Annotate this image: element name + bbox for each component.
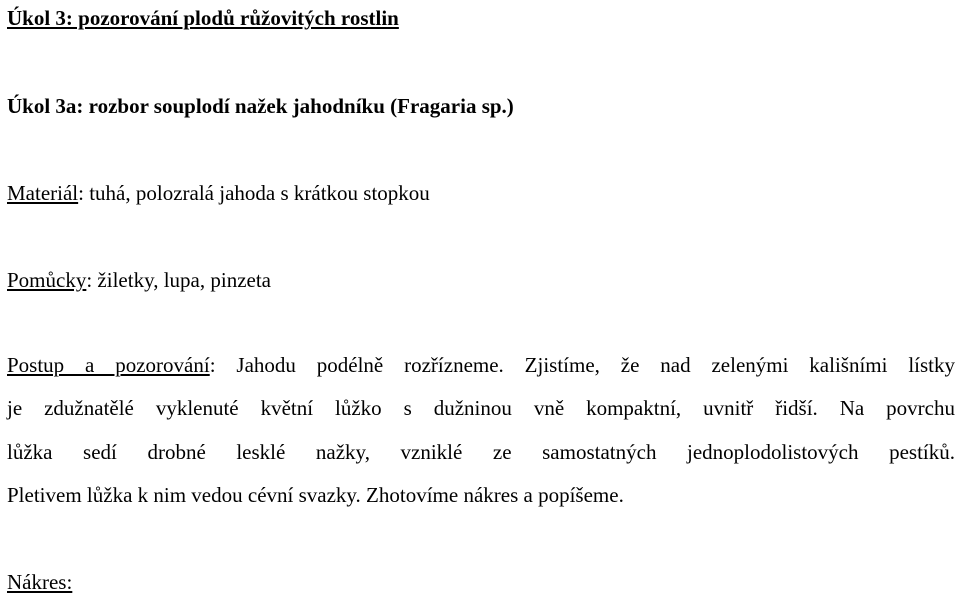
procedure-text-1: : Jahodu podélně rozřízneme. Zjistíme, že nad zelenými kališními lístky [209,353,955,377]
procedure-line-4: Pletivem lůžka k nim vedou cévní svazky. Zhotovíme nákres a popíšeme. [7,483,624,507]
material-line [7,181,430,205]
task-heading: Úkol 3: pozorování plodů růžovitých rostlin [7,6,399,30]
procedure-line-3: lůžka sedí drobné lesklé nažky, vzniklé ze samostatných jednoplodolistových pestíků. [7,440,955,464]
material-label: Materiál [7,181,79,205]
tools-text: : žiletky, lupa, pinzeta [86,268,271,292]
material-text: : tuhá, polozralá jahoda s krátkou stopkou [78,181,430,205]
drawing-label: Nákres: [7,570,73,594]
procedure-line-1 [7,353,955,377]
procedure-line-2: je zdužnatělé vyklenuté květní lůžko s dužninou vně kompaktní, uvnitř řidší. Na povrchu [7,396,955,420]
subtask-heading: Úkol 3a: rozbor souplodí nažek jahodníku (Fragaria sp.) [7,94,514,118]
tools-line [7,268,271,292]
procedure-label: Postup a pozorování [7,353,210,377]
tools-label: Pomůcky [7,268,87,292]
